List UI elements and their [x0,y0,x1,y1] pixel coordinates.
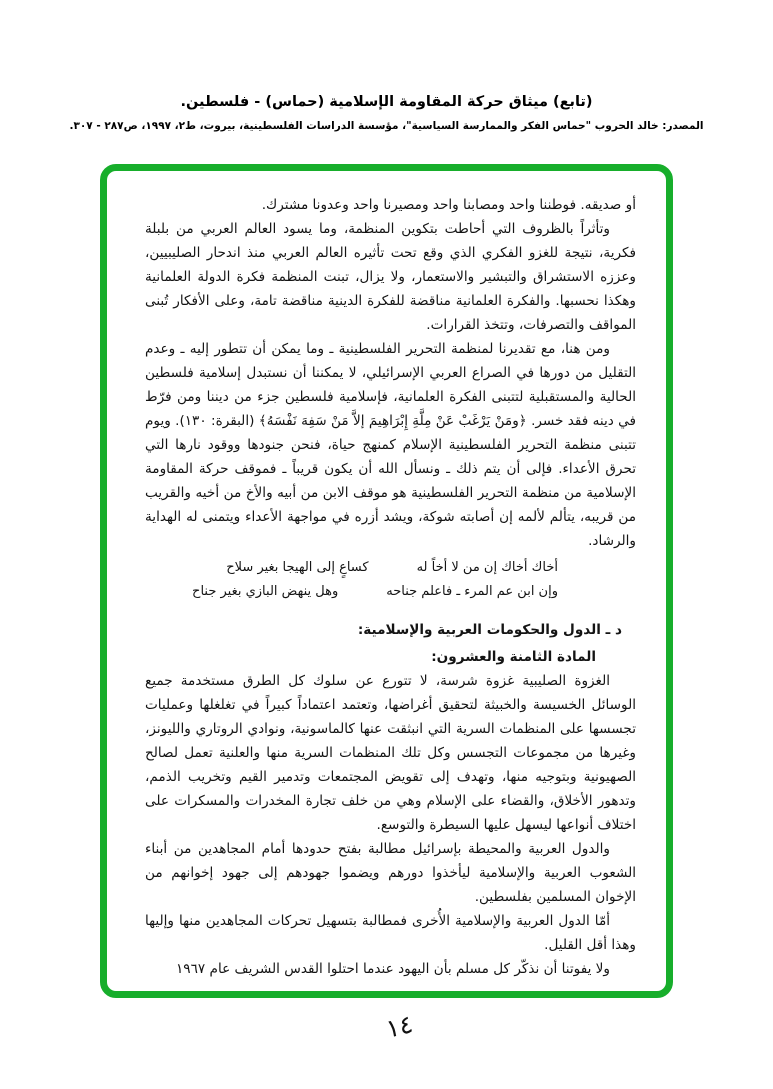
paragraph-secular-influence: وتأثراً بالظروف التي أحاطت بتكوين المنظمة، وما يسود العالم العربي من بلبلة فكرية، نتيجة للغزو الفكري الذي وقع تحت تأثيره العالم العربي منذ اندحار الصليبيين، وعززه الاستشراق والتبشير والاستعمار، ولا يزال، تبنت المنظمة فكرة الدولة العلمانية وهكذا نحسبها. والفكرة العلمانية مناقضة للفكرة الدينية مناقضة تامة، وعلى الأفكار تُبنى المواقف والتصرفات، وتتخذ القرارات. [145,221,636,333]
paragraph-plo-stance: ومن هنا، مع تقديرنا لمنظمة التحرير الفلسطينية ـ وما يمكن أن تتطور إليه ـ وعدم التقليل من دورها في الصراع العربي الإسرائيلي، لا يمكننا أن نستبدل إسلامية فلسطين الحالية والمستقبلية لتتبنى الفكرة العلمانية، فإسلامية فلسطين جزء من ديننا ومن فرّط في دينه فقد خسر. ﴿ومَنْ يَرْغَبْ عَنْ مِلَّةِ إِبْرَاهِيمَ إلاَّ مَنْ سَفِهَ نَفْسَهُ﴾ (البقرة: ١٣٠). ويوم تتبنى منظمة التحرير الفلسطينية الإسلام كمنهج حياة، فنحن جنودها ووقود نارها التي تحرق الأعداء. فإلى أن يتم ذلك ـ ونسأل الله أن يكون قريباً ـ فموقف حركة المقاومة الإسلامية من منظمة التحرير الفلسطينية هو موقف الابن من أبيه والأخ من أخيه والقريب من قريبه، يتألم لألمه إن أصابته شوكة، ويشد أزره في مواجهة الأعداء ويتمنى له الهداية والرشاد. [145,341,636,549]
article-heading: المادة الثامنة والعشرون: [431,649,596,665]
section-heading: د ـ الدول والحكومات العربية والإسلامية: [357,622,622,638]
hemistich-right: أخاك أخاك إن من لا أخاً له [416,560,558,575]
page-header [0,94,773,132]
charter-content [107,171,666,991]
source-citation: المصدر: خالد الحروب "حماس الفكر والممارسة السياسية"، مؤسسة الدراسات الفلسطينية، بيروت، ط٢، ١٩٩٧، ص٢٨٧ - ٣٠٧. [69,120,704,132]
hemistich-left: وهل ينهض البازي بغير جناح [192,584,339,599]
paragraph-other-states: أمّا الدول العربية والإسلامية الأُخرى فمطالبة بتسهيل تحركات المجاهدين منها وإليها وهذا أقل القليل. [145,913,636,953]
charter-text-box [100,164,673,998]
hemistich-left: كساعٍ إلى الهيجا بغير سلاح [226,560,369,575]
poetry-block [192,556,558,604]
paragraph-article28: الغزوة الصليبية غزوة شرسة، لا تتورع عن سلوك كل الطرق مستخدمة جميع الوسائل الخسيسة والخبيثة لتحقيق أغراضها، وتعتمد اعتماداً كبيراً في تغلغلها وعمليات تجسسها على المنظمات السرية التي انبثقت عنها كالماسونية، ونوادي الروتاري والليونز، وغيرها من مجموعات التجسس وكل تلك المنظمات السرية منها والعلنية تعمل لصالح الصهيونية وبتوجيه منها، وتهدف إلى تقويض المجتمعات وتدمير القيم وتخريب الذمم، وتدهور الأخلاق، والقضاء على الإسلام وهي من خلف تجارة المخدرات والمسكرات على اختلاف أنواعها ليسهل عليها السيطرة والتوسع. [145,673,636,833]
paragraph-jerusalem-1967: ولا يفوتنا أن نذكّر كل مسلم بأن اليهود عندما احتلوا القدس الشريف عام ١٩٦٧ [175,961,610,977]
page-title: (تابع) ميثاق حركة المقاومة الإسلامية (حماس) - فلسطين. [180,94,593,110]
poetry-line [192,580,558,604]
paragraph-continuation: أو صديقه. فوطننا واحد ومصابنا واحد ومصيرنا واحد وعدونا مشترك. [261,197,636,213]
poetry-line [192,556,558,580]
paragraph-neighbor-states: والدول العربية والمحيطة بإسرائيل مطالبة بفتح حدودها أمام المجاهدين من أبناء الشعوب العربية والإسلامية ليأخذوا دورهم ويضموا جهودهم إلى جهود إخوانهم من الإخوان المسلمين بفلسطين. [145,841,636,905]
page-number: ١٤ [383,1008,415,1045]
hemistich-right: وإن ابن عم المرء ـ فاعلم جناحه [386,584,558,599]
